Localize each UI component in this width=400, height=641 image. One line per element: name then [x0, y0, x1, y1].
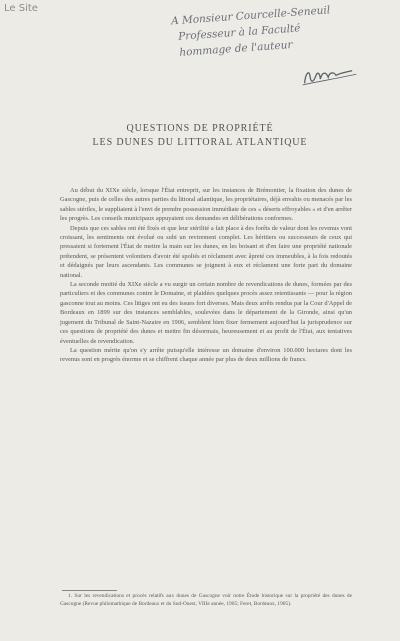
article-body	[60, 186, 352, 365]
dedication-line: A Monsieur Courcelle-Seneuil	[170, 4, 331, 28]
article-title	[0, 122, 400, 150]
handwritten-signature	[299, 61, 361, 89]
paragraph: Depuis que ces sables ont été fixés et que leur stérilité a fait place à des forêts de valeur dont les revenus vont croissant, les sentiments ont évolué ou subi un revirement complet. Les héritiers ou successeurs de ceux qui pressaient si fortement l'État de mettre la main sur les dunes, en les boisant et d'en faire une propriété nationale prétendent, se présentent volontiers d'avoir été spoliés et réclament avec âpreté ces immeubles, à la fois redoutés et dédaignés par leurs ascendants. Les communes se joignent à eux et réclament une forte part du domaine national.	[60, 224, 352, 279]
dedication-line: hommage de l'auteur	[178, 38, 293, 59]
dedication-line: Professeur à la Faculté	[177, 22, 301, 43]
paragraph: Au début du XIXe siècle, lorsque l'État entreprit, sur les instances de Brémontier, la fixation des dunes de Gascogne, puis de celles des autres parties du littoral atlantique, les propriétaires, déjà envahis ou menacés par les sables stériles, le suppliaient à l'envi de prendre possession immédiate de ces « déserts effroyables » et d'en arrêter les progrès. Les conseils municipaux appuyaient ces demandes en délibérations conformes.	[60, 187, 352, 223]
footnote-divider	[62, 590, 117, 591]
title-line-2: LES DUNES DU LITTORAL ATLANTIQUE	[92, 137, 308, 148]
footnote: 1. Sur les revendications et procès relatifs aux dunes de Gascogne voir notre Étude historique sur la propriété des dunes de Gascogne (Revue philomathique de Bordeaux et du Sud-Ouest, VIIIe année, 1905; Feret, Bordeaux, 1905).	[60, 593, 352, 607]
paragraph: La seconde moitié du XIXe siècle a vu surgir un certain nombre de revendications de dunes, formées par des particuliers et des communes contre le Domaine, et plaidées quelques procès assez retentissants — pour la région gasconne tout au moins. Ces litiges ont eu des issues fort diverses. Mais deux arrêts rendus par la Cour d'Appel de Bordeaux en 1899 sur des instances semblables, soulevées dans le département de la Gironde, ainsi qu'un jugement du Tribunal de Saint-Nazaire en 1906, semblent bien fixer fermement aujourd'hui la jurisprudence sur ces questions de propriété des dunes et mettre fin désormais, heureusement et au profit de l'État, aux tentatives éventuelles de revendication.	[60, 281, 352, 345]
handwritten-dedication	[171, 0, 384, 61]
watermark-text: Le Site	[4, 3, 38, 14]
title-line-1: QUESTIONS DE PROPRIÉTÉ	[126, 123, 274, 134]
paragraph: La question mérite qu'on s'y arrête puisqu'elle intéresse un domaine d'environ 100.000 hectares dont les revenus sont en progrès énorme et se chiffrent chaque année par plus de deux millions de francs.	[60, 346, 352, 364]
